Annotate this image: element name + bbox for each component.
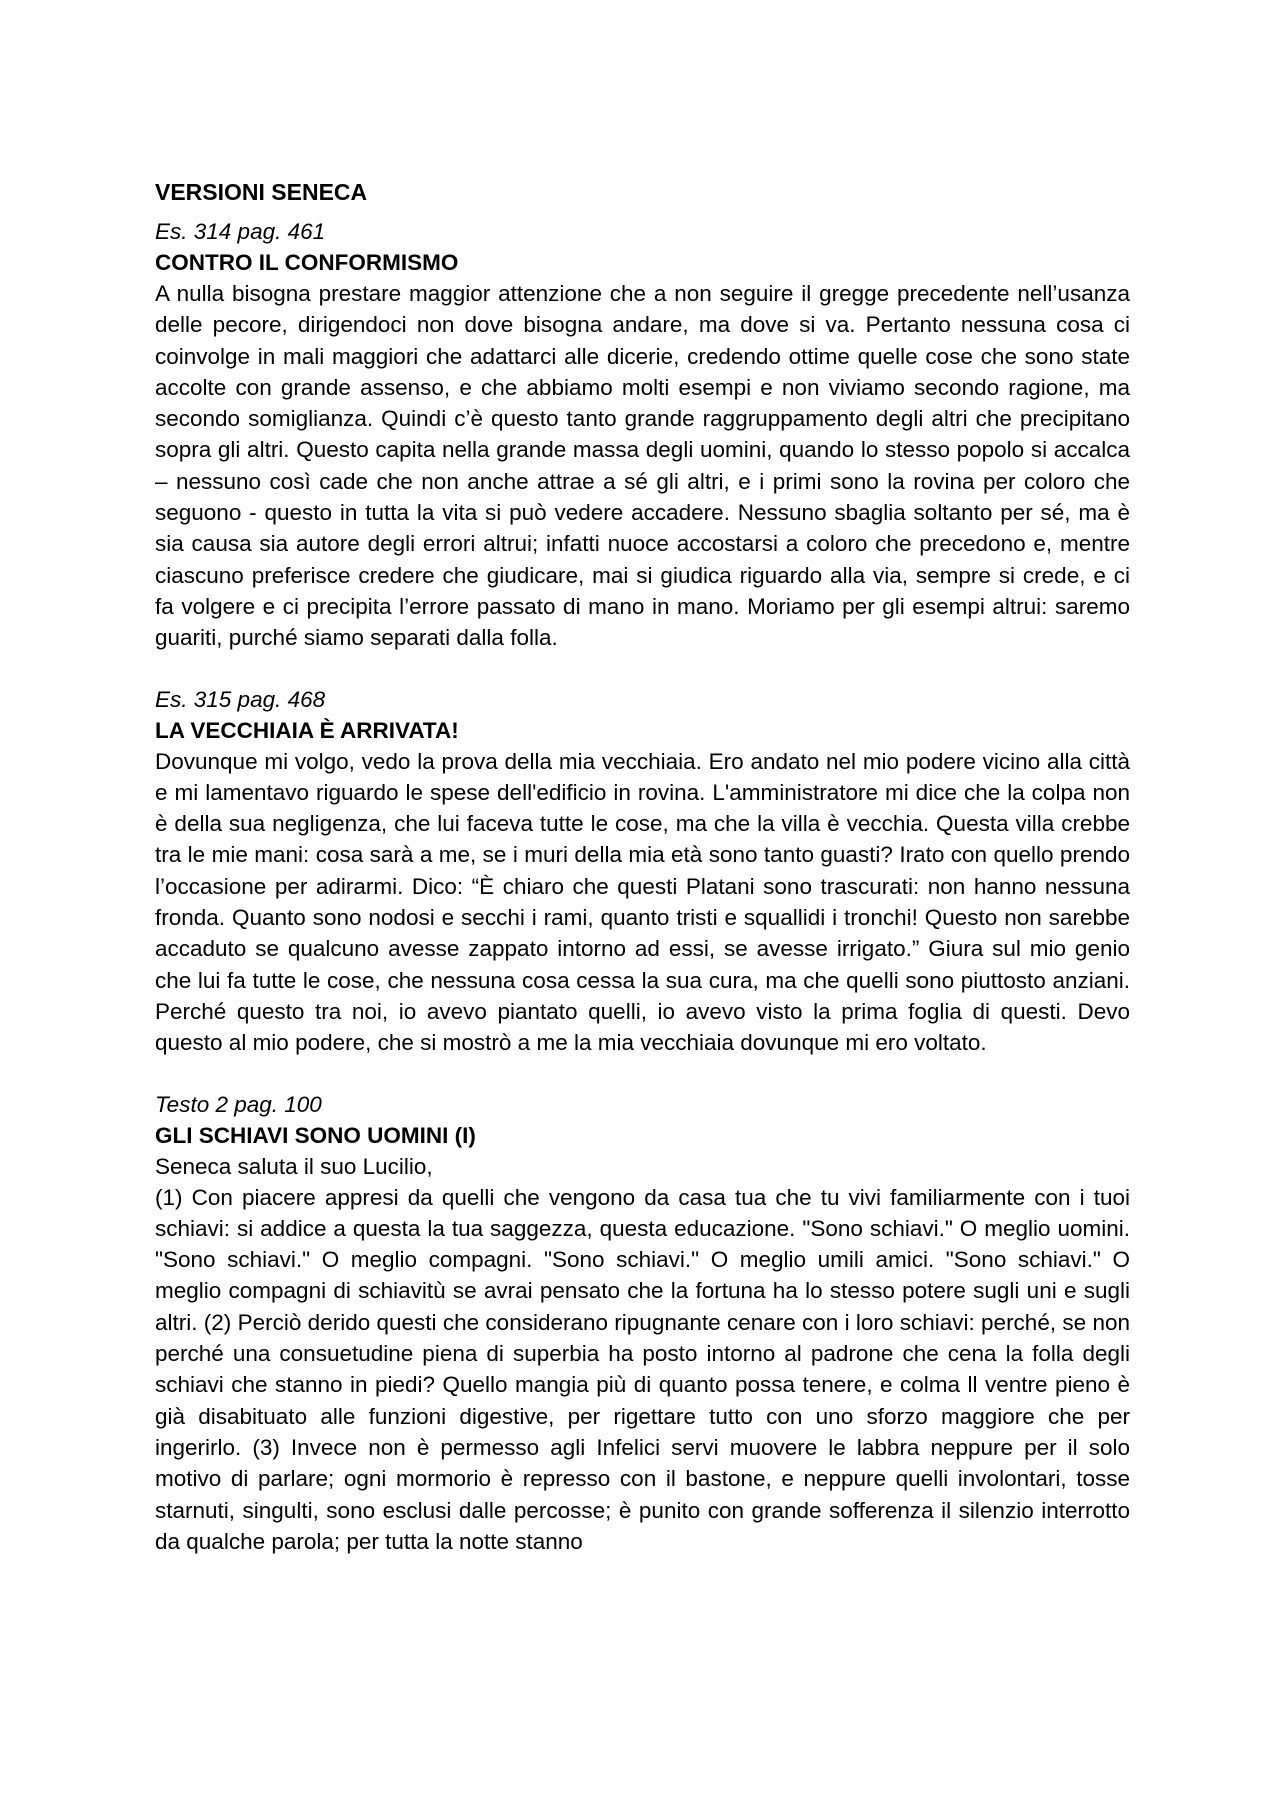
section-la-vecchiaia: [155, 684, 1130, 1059]
section-body: Dovunque mi volgo, vedo la prova della mia vecchiaia. Ero andato nel mio podere vicino alla città e mi lamentavo riguardo le spese dell'edificio in rovina. L'amministratore mi dice che la colpa non è della sua negligenza, che lui faceva tutte le cose, ma che la villa è vecchia. Questa villa crebbe tra le mie mani: cosa sarà a me, se i muri della mia età sono tanto guasti? Irato con quello prendo l’occasione per adirarmi. Dico: “È chiaro che questi Platani sono trascurati: non hanno nessuna fronda. Quanto sono nodosi e secchi i rami, quanto tristi e squallidi i tronchi! Questo non sarebbe accaduto se qualcuno avesse zappato intorno ad essi, se avesse irrigato.” Giura sul mio genio che lui fa tutte le cose, che nessuna cosa cessa la sua cura, ma che quelli sono piuttosto anziani. Perché questo tra noi, io avevo piantato quelli, io avevo visto la prima foglia di questi. Devo questo al mio podere, che si mostrò a me la mia vecchiaia dovunque mi ero voltato.: [155, 748, 1130, 1056]
section-heading: CONTRO IL CONFORMISMO: [155, 250, 459, 275]
section-body: (1) Con piacere appresi da quelli che vengono da casa tua che tu vivi familiarmente con i tuoi schiavi: si addice a questa la tua saggezza, questa educazione. "Sono schiavi." O meglio uomini. "Sono schiavi." O meglio compagni. "Sono schiavi." O meglio umili amici. "Sono schiavi." O meglio compagni di schiavitù se avrai pensato che la fortuna ha lo stesso potere sugli uni e sugli altri. (2) Perciò derido questi che considerano ripugnante cenare con i loro schiavi: perché, se non perché una consuetudine piena di superbia ha posto intorno al padrone che cena la folla degli schiavi che stanno in piedi? Quello mangia più di quanto possa tenere, e colma ll ventre pieno è già disabituato alle funzioni digestive, per rigettare tutto con uno sforzo maggiore che per ingerirlo. (3) Invece non è permesso agli Infelici servi muovere le labbra neppure per il solo motivo di parlare; ogni mormorio è represso con il bastone, e neppure quelli involontari, tosse starnuti, singulti, sono esclusi dalle percosse; è punito con grande sofferenza il silenzio interrotto da qualche parola; per tutta la notte stanno: [155, 1184, 1130, 1554]
exercise-reference: Testo 2 pag. 100: [155, 1091, 322, 1117]
section-heading: GLI SCHIAVI SONO UOMINI (I): [155, 1122, 476, 1148]
exercise-reference: Es. 314 pag. 461: [155, 219, 326, 244]
section-contro-il-conformismo: [155, 216, 1130, 654]
section-gli-schiavi: [155, 1089, 1130, 1558]
document-page: [155, 177, 1130, 1587]
section-heading: LA VECCHIAIA È ARRIVATA!: [155, 717, 459, 743]
letter-salutation: Seneca saluta il suo Lucilio,: [155, 1153, 433, 1179]
exercise-reference: Es. 315 pag. 468: [155, 686, 326, 712]
section-body: A nulla bisogna prestare maggior attenzione che a non seguire il gregge precedente nell’usanza delle pecore, dirigendoci non dove bisogna andare, ma dove si va. Pertanto nessuna cosa ci coinvolge in mali maggiori che adattarci alle dicerie, credendo ottime quelle cose che sono state accolte con grande assenso, e che abbiamo molti esempi e non viviamo secondo ragione, ma secondo somiglianza. Quindi c’è questo tanto grande raggruppamento degli altri che precipitano sopra gli altri. Questo capita nella grande massa degli uomini, quando lo stesso popolo si accalca – nessuno così cade che non anche attrae a sé gli altri, e i primi sono la rovina per coloro che seguono - questo in tutta la vita si può vedere accadere. Nessuno sbaglia soltanto per sé, ma è sia causa sia autore degli errori altrui; infatti nuoce accostarsi a coloro che precedono e, mentre ciascuno preferisce credere che giudicare, mai si giudica riguardo alla via, sempre si crede, e ci fa volgere e ci precipita l’errore passato di mano in mano. Moriamo per gli esempi altrui: saremo guariti, purché siamo separati dalla folla.: [155, 281, 1130, 651]
document-title: VERSIONI SENECA: [155, 179, 368, 205]
